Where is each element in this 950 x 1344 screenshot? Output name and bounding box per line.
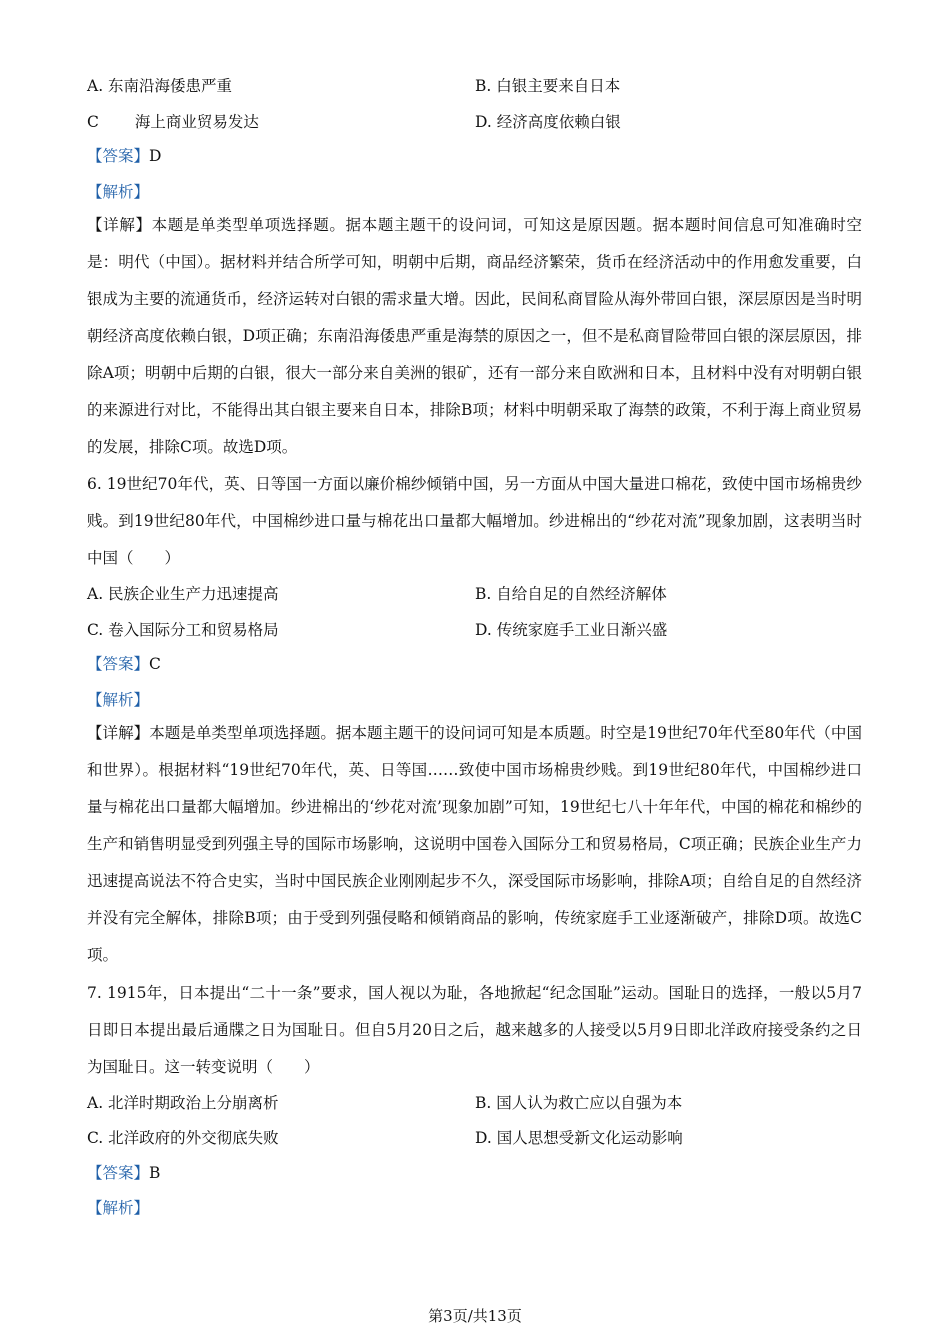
- answer-label: 【答案】: [87, 1164, 150, 1182]
- q7-stem: 7. 1915年，日本提出“二十一条”要求，国人视以为耻，各地掀起“纪念国耻”运动。国耻日的选择，一般以5月7日即日本提出最后通牒之日为国耻日。但自5月20日之后，越来越多的人接受以5月9日即北洋政府接受条约之日为国耻日。这一转变说明（ ）: [87, 984, 862, 1076]
- detail-text: 本题是单类型单项选择题。据本题主题干的设问词，可知这是原因题。据本题时间信息可知准确时空是：明代（中国）。据材料并结合所学可知，明朝中后期，商品经济繁荣，货币在经济活动中的作用愈发重要，白银成为主要的流通货币，经济运转对白银的需求量大增。因此，民间私商冒险从海外带回白银，深层原因是当时明朝经济高度依赖白银，D项正确；东南沿海倭患严重是海禁的原因之一，但不是私商冒险带回白银的深层原因，排除A项；明朝中后期的白银，很大一部分来自美洲的银矿，还有一部分来自欧洲和日本，且材料中没有对明朝白银的来源进行对比，不能得出其白银主要来自日本，排除B项；材料中明朝采取了海禁的政策，不利于海上商业贸易的发展，排除C项。故选D项。: [87, 216, 863, 456]
- q5-option-a: A. 东南沿海倭患严重: [87, 77, 233, 95]
- q6-option-a: A. 民族企业生产力迅速提高: [87, 585, 279, 603]
- q5-answer: [87, 146, 862, 166]
- answer-label: 【答案】: [87, 147, 150, 165]
- q6-answer: [87, 654, 862, 674]
- q7-option-c: C. 北洋政府的外交彻底失败: [87, 1129, 279, 1147]
- page-footer: 第3页/共13页: [428, 1307, 522, 1325]
- q5-option-c-letter: C: [87, 113, 99, 131]
- q5-option-c: [87, 112, 259, 132]
- q6-option-c: C. 卷入国际分工和贸易格局: [87, 621, 279, 639]
- answer-label: 【答案】: [87, 655, 150, 673]
- q5-option-b: B. 白银主要来自日本: [475, 77, 621, 95]
- q7-analysis-label: 【解析】: [87, 1199, 150, 1217]
- q6-option-b: B. 自给自足的自然经济解体: [475, 585, 667, 603]
- answer-value: B: [149, 1164, 161, 1182]
- answer-value: C: [149, 655, 161, 673]
- q7-answer: [87, 1163, 862, 1183]
- q6-option-d: D. 传统家庭手工业日渐兴盛: [475, 621, 668, 639]
- q7-option-b: B. 国人认为救亡应以自强为本: [475, 1094, 683, 1112]
- q7-option-d: D. 国人思想受新文化运动影响: [475, 1129, 683, 1147]
- q5-analysis-label: 【解析】: [87, 183, 150, 201]
- answer-value: D: [149, 147, 162, 165]
- detail-label: 【详解】: [87, 724, 150, 742]
- q5-option-d: D. 经济高度依赖白银: [475, 113, 621, 131]
- q5-option-c-text: 海上商业贸易发达: [134, 113, 259, 131]
- q7-option-a: A. 北洋时期政治上分崩离析: [87, 1094, 279, 1112]
- q6-stem: 6. 19世纪70年代，英、日等国一方面以廉价棉纱倾销中国，另一方面从中国大量进口棉花，致使中国市场棉贵纱贱。到19世纪80年代，中国棉纱进口量与棉花出口量都大幅增加。纱进棉出的“纱花对流”现象加剧，这表明当时中国（ ）: [87, 475, 862, 567]
- detail-text: 本题是单类型单项选择题。据本题主题干的设问词可知是本质题。时空是19世纪70年代至80年代（中国和世界）。根据材料“19世纪70年代，英、日等国……致使中国市场棉贵纱贱。到19世纪80年代，中国棉纱进口量与棉花出口量都大幅增加。纱进棉出的‘纱花对流’现象加剧”可知，19世纪七八十年年代，中国的棉花和棉纱的生产和销售明显受到列强主导的国际市场影响，这说明中国卷入国际分工和贸易格局，C项正确；民族企业生产力迅速提高说法不符合史实，当时中国民族企业刚刚起步不久，深受国际市场影响，排除A项；自给自足的自然经济并没有完全解体，排除B项；由于受到列强侵略和倾销商品的影响，传统家庭手工业逐渐破产，排除D项。故选C项。: [87, 724, 862, 964]
- q6-detail: [87, 715, 862, 974]
- detail-label: 【详解】: [87, 216, 152, 234]
- q6-analysis-label: 【解析】: [87, 691, 150, 709]
- q5-detail: [87, 207, 862, 466]
